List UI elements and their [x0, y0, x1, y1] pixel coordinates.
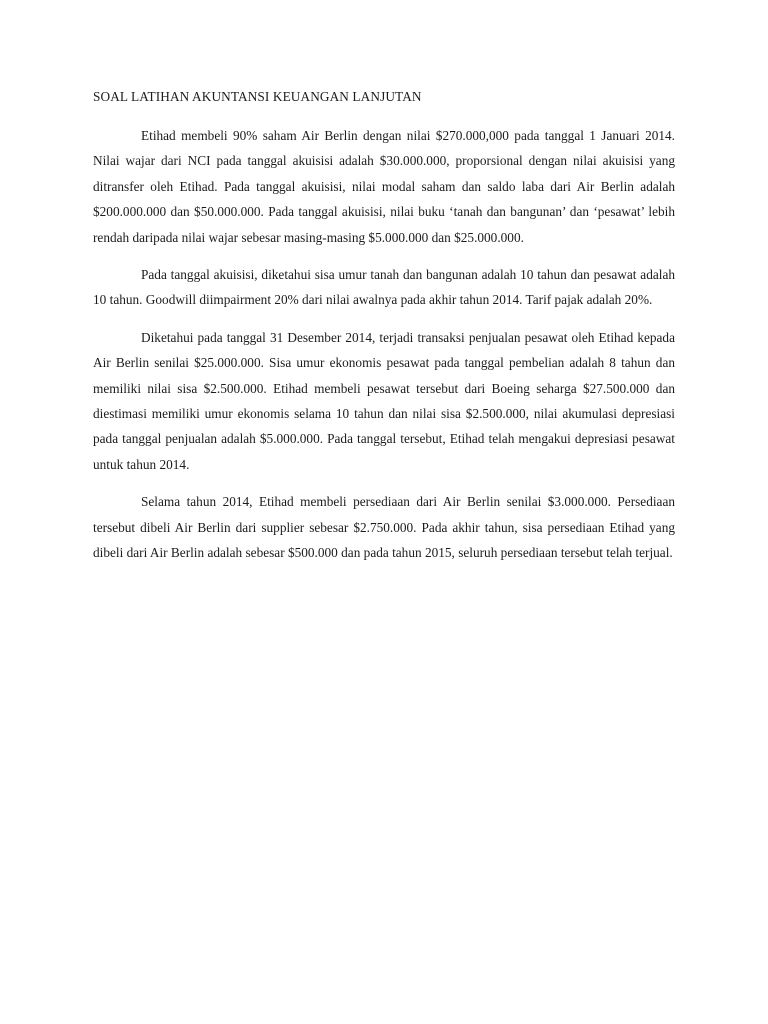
paragraph-remaining-life: Pada tanggal akuisisi, diketahui sisa umur tanah dan bangunan adalah 10 tahun dan pesawat adalah 10 tahun. Goodwill diimpairment 20% dari nilai awalnya pada akhir tahun 2014. Tarif pajak adalah 20%.: [93, 267, 675, 308]
paragraph-inventory: Selama tahun 2014, Etihad membeli persediaan dari Air Berlin senilai $3.000.000. Persediaan tersebut dibeli Air Berlin dari supplier sebesar $2.750.000. Pada akhir tahun, sisa persediaan Etihad yang dibeli dari Air Berlin adalah sebesar $500.000 dan pada tahun 2015, seluruh persediaan tersebut telah terjual.: [93, 494, 675, 561]
paragraph-aircraft-sale: Diketahui pada tanggal 31 Desember 2014, terjadi transaksi penjualan pesawat oleh Etihad kepada Air Berlin senilai $25.000.000. Sisa umur ekonomis pesawat pada tanggal pembelian adalah 8 tahun dan memiliki nilai sisa $2.500.000. Etihad membeli pesawat tersebut dari Boeing seharga $27.500.000 dan diestimasi memiliki umur ekonomis selama 10 tahun dan nilai sisa $2.500.000, nilai akumulasi depresiasi pada tanggal penjualan adalah $5.000.000. Pada tanggal tersebut, Etihad telah mengakui depresiasi pesawat untuk tahun 2014.: [93, 329, 675, 472]
paragraph-acquisition: Etihad membeli 90% saham Air Berlin dengan nilai $270.000,000 pada tanggal 1 Januari 2014. Nilai wajar dari NCI pada tanggal akuisisi adalah $30.000.000, proporsional dengan nilai akuisisi yang ditransfer oleh Etihad. Pada tanggal akuisisi, nilai modal saham dan saldo laba dari Air Berlin adalah $200.000.000 dan $50.000.000. Pada tanggal akuisisi, nilai buku ‘tanah dan bangunan’ dan ‘pesawat’ lebih rendah daripada nilai wajar sebesar masing-masing $5.000.000 dan $25.000.000.: [93, 128, 675, 245]
document-body: [93, 84, 675, 578]
document-title: SOAL LATIHAN AKUNTANSI KEUANGAN LANJUTAN: [93, 89, 422, 104]
